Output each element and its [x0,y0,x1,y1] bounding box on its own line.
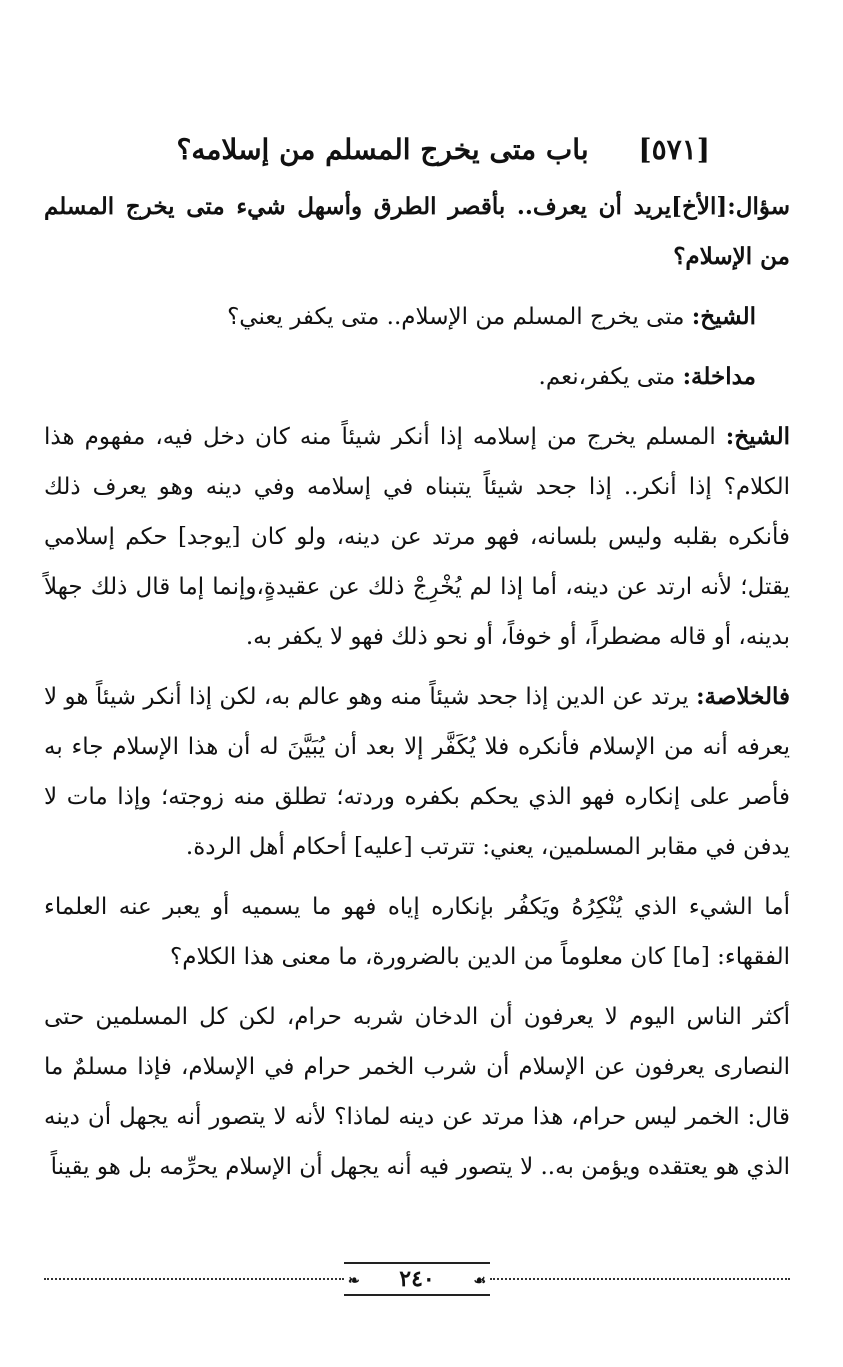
answer-paragraph [44,412,790,662]
page-footer [44,1262,790,1302]
question-paragraph [44,182,790,282]
paragraph-lead: مداخلة: [682,363,756,390]
chapter-number: [٥٧١] [638,133,710,166]
paragraph-text: يرتد عن الدين إذا جحد شيئاً منه وهو عالم به، لكن إذا أنكر شيئاً هو لا يعرفه أنه من الإسلام فأنكره فلا يُكَفَّر إلا بعد أن يُبَيَّنَ له أن هذا الإسلام جاء به فأصر على إنكاره فهو الذي يحكم بكفره وردته؛ تطلق منه زوجته؛ وإذا مات لا يدفن في مقابر المسلمين، يعني: تترتب [عليه] أحكام أهل الردة. [44,684,790,860]
page-body [44,130,790,1192]
interjection-paragraph [44,352,790,402]
paragraph-lead: سؤال: [727,193,790,220]
footer-rule-right [490,1278,790,1280]
body-paragraph [44,992,790,1192]
chapter-heading [44,130,790,170]
paragraph-lead: فالخلاصة: [696,683,790,710]
paragraph-text: متى يكفر،نعم. [538,364,683,390]
ornament-icon: ☙ [473,1273,486,1289]
paragraph-text: المسلم يخرج من إسلامه إذا أنكر شيئاً منه كان دخل فيه، مفهوم هذا الكلام؟ إذا أنكر.. إذا جحد شيئاً يتبناه في إسلامه وفي دينه وهو يعرف ذلك فأنكره بقلبه وليس بلسانه، فهو مرتد عن دينه، ولو كان [يوجد] حكم إسلامي يقتل؛ لأنه ارتد عن دينه، أما إذا لم يُخْرِجْ ذلك عن عقيدةٍ،وإنما إما قال ذلك جهلاً بدينه، أو قاله مضطراً، أو خوفاً، أو نحو ذلك فهو لا يكفر به. [44,424,791,650]
ornament-icon: ❧ [348,1273,360,1289]
chapter-title: باب متى يخرج المسلم من إسلامه؟ [176,133,589,166]
body-paragraph [44,882,790,982]
paragraph-text: أما الشيء الذي يُنْكِرُهُ ويَكفُر بإنكاره إياه فهو ما يسميه أو يعبر عنه العلماء الفقهاء: [ما] كان معلوماً من الدين بالضرورة، ما معنى هذا الكلام؟ [44,894,790,970]
summary-paragraph [44,672,790,872]
answer-paragraph [44,292,790,342]
paragraph-lead: الشيخ: [725,423,790,450]
paragraph-lead: الشيخ: [691,303,756,330]
footer-rule-left [44,1278,344,1280]
page-number: ٢٤٠ [399,1266,435,1292]
paragraph-text: متى يخرج المسلم من الإسلام.. متى يكفر يعني؟ [227,304,692,330]
page-number-frame [344,1262,490,1296]
paragraph-text: أكثر الناس اليوم لا يعرفون أن الدخان شربه حرام، لكن كل المسلمين حتى النصارى يعرفون عن الإسلام أن شرب الخمر حرام في الإسلام، فإذا مسلمٌ ما قال: الخمر ليس حرام، هذا مرتد عن دينه لماذا؟ لأنه لا يتصور أنه يجهل أن دينه الذي هو يعتقده ويؤمن به.. لا يتصور فيه أنه يجهل أن الإسلام يحرِّمه بل هو يقيناً [44,1004,790,1180]
paragraph-text: [الأخ]يريد أن يعرف.. بأقصر الطرق وأسهل شيء متى يخرج المسلم من الإسلام؟ [44,193,790,270]
